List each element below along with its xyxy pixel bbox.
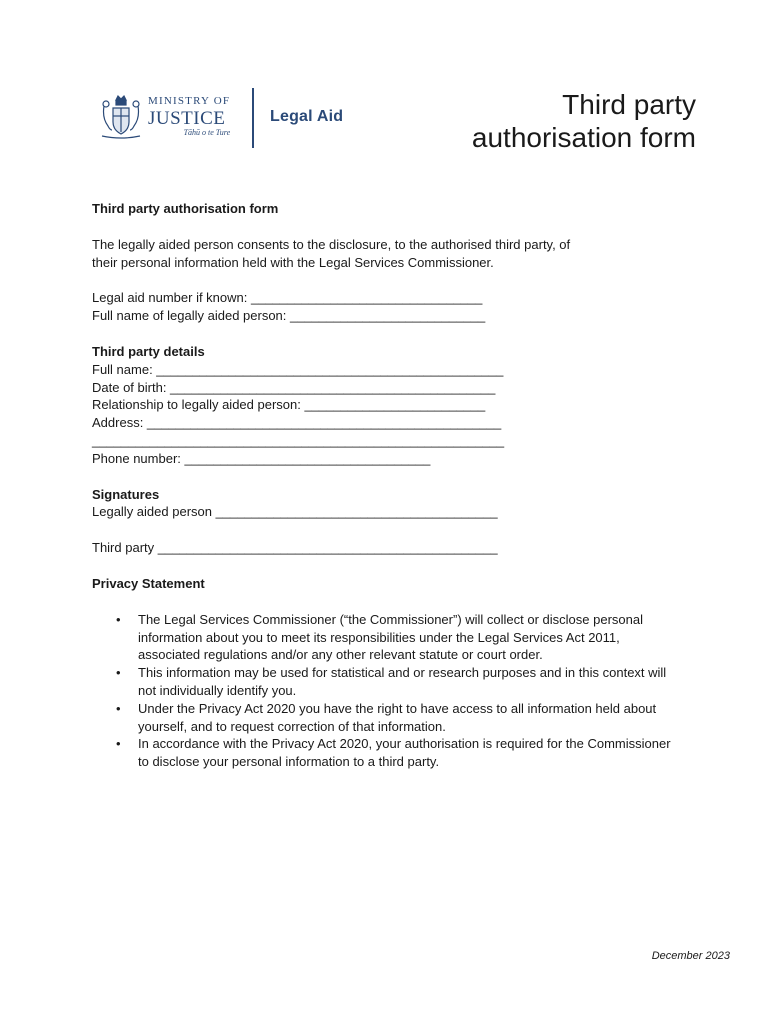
bullet-icon: • (116, 665, 121, 681)
intro-line1: The legally aided person consents to the disclosure, to the authorised third party, of (92, 236, 571, 252)
logo-divider (252, 88, 254, 148)
ministry-wordmark (148, 96, 230, 137)
third-party-phone-field: Phone number: __________________________________ (92, 450, 431, 466)
privacy-heading: Privacy Statement (92, 575, 205, 591)
form-heading: Third party authorisation form (92, 201, 279, 216)
footer-date: December 2023 (651, 950, 730, 962)
intro-line2: their personal information held with the Legal Services Commissioner. (92, 254, 494, 270)
privacy-item: • Under the Privacy Act 2020 you have the right to have access to all information held about yourself, and to request correction of that information. (116, 700, 657, 734)
third-party-dob-field: Date of birth: _____________________________________________ (92, 379, 496, 395)
third-party-address-field: Address: _________________________________________________ (92, 415, 502, 431)
title-line2: authorisation form (471, 122, 696, 153)
privacy-item: • In accordance with the Privacy Act 2020, your authorisation is required for the Commissioner to disclose your personal information to a third party. (116, 736, 671, 770)
legal-aid-brand: Legal Aid (270, 108, 344, 125)
bullet-icon: • (116, 700, 121, 716)
bullet-icon: • (116, 611, 121, 627)
ministry-line1: MINISTRY OF (148, 95, 231, 107)
third-party-full-name-field: Full name: ________________________________________________ (92, 361, 504, 377)
title-line1: Third party (562, 89, 696, 120)
ministry-line2: JUSTICE (148, 108, 226, 129)
legal-aid-number-field: Legal aid number if known: ________________________________ (92, 290, 483, 306)
third-party-address-line2: _________________________________________________________ (92, 432, 505, 448)
signatures-heading: Signatures (92, 486, 160, 502)
document-title (472, 88, 696, 154)
bullet-icon: • (116, 736, 121, 752)
third-party-signature-field: Third party _______________________________________________ (92, 540, 498, 556)
privacy-item: • The Legal Services Commissioner (“the Commissioner”) will collect or disclose personal information about you to meet its responsibilities under the Legal Services Act 2011, associated regulations and/or any other relevant statute or court order. (116, 611, 644, 663)
aided-person-signature-field: Legally aided person _______________________________________ (92, 504, 498, 520)
privacy-list (92, 611, 712, 771)
coat-of-arms-icon (98, 92, 144, 140)
form-content (92, 200, 712, 771)
third-party-relationship-field: Relationship to legally aided person: _________________________ (92, 397, 486, 413)
third-party-heading: Third party details (92, 343, 205, 359)
aided-person-name-field: Full name of legally aided person: ___________________________ (92, 308, 486, 324)
ministry-tagline: Tāhū o te Ture (183, 128, 231, 137)
privacy-item: • This information may be used for statistical and or research purposes and in this context will not individually identify you. (116, 665, 667, 698)
ministry-logo-block (98, 88, 368, 150)
